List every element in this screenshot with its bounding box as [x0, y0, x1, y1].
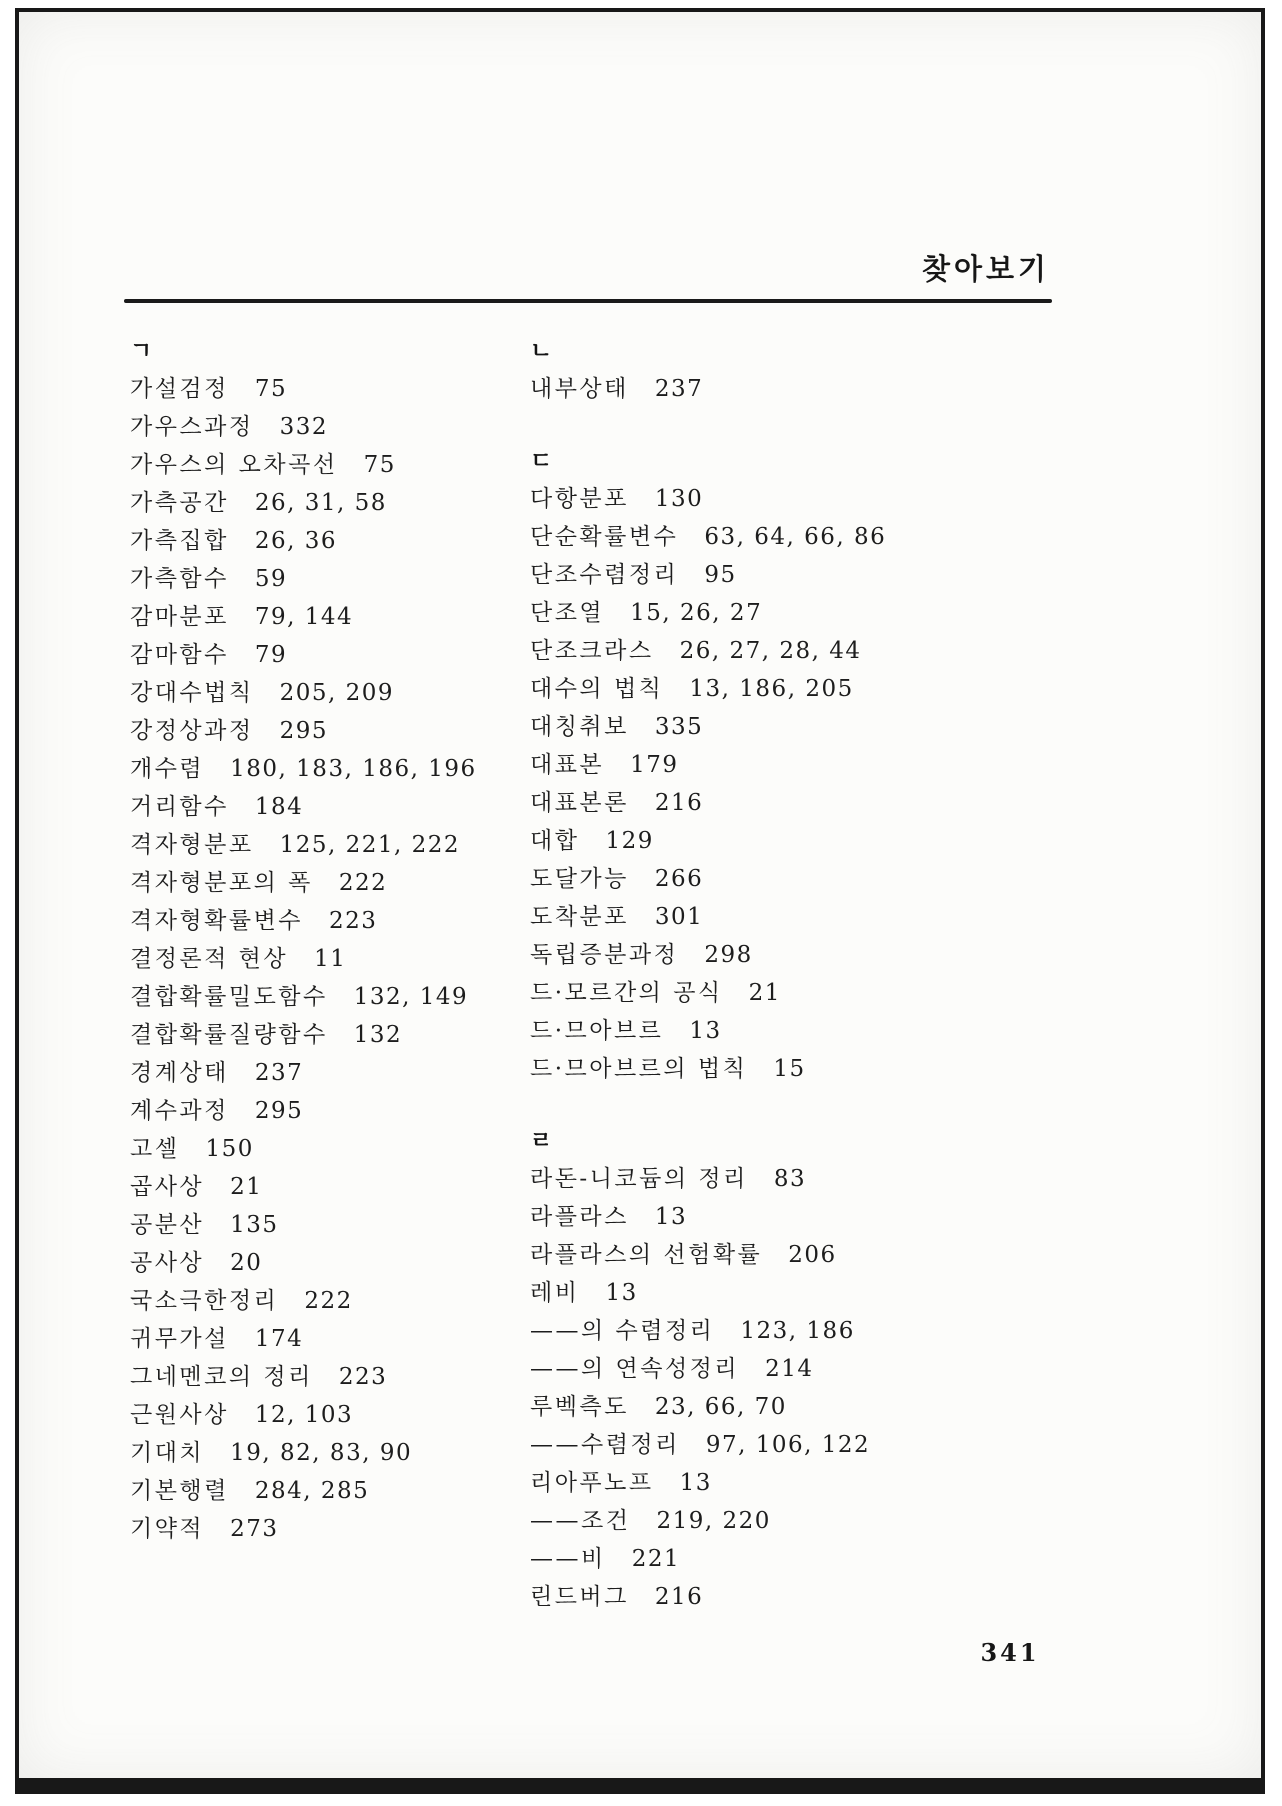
entry-page-numbers: 23, 66, 70 [654, 1394, 787, 1420]
entry-term: 강대수법칙 [130, 680, 254, 706]
entry-term: 가우스과정 [130, 414, 254, 440]
page-number: 341 [980, 1638, 1040, 1667]
index-entry [530, 594, 1042, 632]
index-entry [530, 1426, 1042, 1464]
index-entry [130, 1168, 526, 1206]
entry-page-numbers: 11 [314, 946, 347, 972]
entry-page-numbers: 214 [765, 1356, 814, 1382]
index-entry [130, 1320, 526, 1358]
entry-page-numbers: 129 [605, 828, 654, 854]
entry-term: 귀무가설 [130, 1326, 229, 1352]
index-entry [530, 936, 1042, 974]
entry-term: 다항분포 [530, 486, 629, 512]
index-entry [130, 1244, 526, 1282]
entry-term: 라플라스의 선험확률 [530, 1242, 763, 1268]
entry-page-numbers: 97, 106, 122 [705, 1432, 871, 1458]
entry-term: 도달가능 [530, 866, 629, 892]
index-entry [530, 370, 1042, 408]
entry-page-numbers: 132, 149 [353, 984, 469, 1010]
entry-term: 리아푸노프 [530, 1470, 654, 1496]
index-entry [130, 1016, 526, 1054]
entry-page-numbers: 266 [654, 866, 704, 892]
index-entry [530, 556, 1042, 594]
entry-term: 도착분포 [530, 904, 629, 930]
entry-page-numbers: 13 [605, 1280, 638, 1306]
page-title: 찾아보기 [921, 252, 1050, 286]
index-entry [130, 978, 526, 1016]
entry-term: 가우스의 오차곡선 [130, 452, 338, 478]
index-entry [130, 1434, 526, 1472]
index-entry [530, 480, 1042, 518]
entry-page-numbers: 179 [630, 752, 679, 778]
index-entry [530, 708, 1042, 746]
index-entry [130, 1396, 526, 1434]
entry-term: 단순확률변수 [530, 524, 679, 550]
entry-term: 대표본 [530, 752, 605, 778]
entry-term: 국소극한정리 [130, 1288, 279, 1314]
entry-term: 단조수렴정리 [530, 562, 679, 588]
index-entry [130, 750, 526, 788]
entry-term: ——조건 [530, 1508, 631, 1534]
index-entry [530, 822, 1042, 860]
entry-page-numbers: 150 [205, 1136, 254, 1162]
index-entry [130, 1282, 526, 1320]
index-column-left [130, 332, 526, 1548]
entry-page-numbers: 295 [279, 718, 328, 744]
index-entry [130, 408, 526, 446]
entry-term: 공분산 [130, 1212, 205, 1238]
entry-term: 강정상과정 [130, 718, 254, 744]
entry-term: 격자형확률변수 [130, 908, 304, 934]
entry-term: 대칭취보 [530, 714, 629, 740]
entry-term: 고셀 [130, 1136, 180, 1162]
index-entry [130, 522, 526, 560]
entry-term: 드·므아브르의 법칙 [530, 1056, 748, 1082]
entry-term: ——비 [530, 1546, 606, 1572]
index-entry [530, 1464, 1042, 1502]
entry-page-numbers: 125, 221, 222 [279, 832, 461, 858]
entry-page-numbers: 219, 220 [656, 1508, 771, 1534]
index-entry [130, 1206, 526, 1244]
entry-page-numbers: 135 [230, 1212, 279, 1238]
index-entry [530, 1502, 1042, 1540]
index-entry [130, 484, 526, 522]
index-entry [530, 746, 1042, 784]
entry-page-numbers: 75 [254, 376, 288, 402]
entry-term: ——의 연속성정리 [530, 1356, 740, 1382]
header-rule [124, 299, 1052, 303]
index-entry [530, 1350, 1042, 1388]
entry-term: 루벡측도 [530, 1394, 629, 1420]
entry-page-numbers: 335 [654, 714, 704, 740]
entry-page-numbers: 59 [254, 566, 288, 592]
index-entry [530, 1578, 1042, 1616]
entry-page-numbers: 63, 64, 66, 86 [704, 524, 887, 550]
entry-page-numbers: 132 [353, 1022, 403, 1048]
entry-page-numbers: 26, 27, 28, 44 [679, 638, 862, 664]
entry-page-numbers: 19, 82, 83, 90 [230, 1440, 413, 1466]
entry-term: 기대치 [130, 1440, 205, 1466]
entry-page-numbers: 216 [654, 1584, 704, 1610]
entry-page-numbers: 284, 285 [254, 1478, 370, 1504]
index-entry [130, 598, 526, 636]
index-entry [130, 560, 526, 598]
entry-term: 내부상태 [530, 376, 629, 402]
entry-page-numbers: 13 [654, 1204, 688, 1230]
entry-term: 독립증분과정 [530, 942, 679, 968]
index-entry [530, 1388, 1042, 1426]
entry-page-numbers: 13, 186, 205 [689, 676, 854, 702]
section-gap [530, 1088, 1042, 1122]
entry-page-numbers: 21 [748, 980, 781, 1006]
section-header: ㄷ [530, 448, 554, 474]
index-entry [130, 940, 526, 978]
entry-page-numbers: 13 [689, 1018, 722, 1044]
entry-page-numbers: 222 [338, 870, 388, 896]
section-header: ㄴ [530, 338, 554, 364]
entry-term: 드·므아브르 [530, 1018, 664, 1044]
index-entry [130, 712, 526, 750]
index-entry [530, 670, 1042, 708]
index-entry [130, 1358, 526, 1396]
entry-page-numbers: 79 [254, 642, 288, 668]
index-entry [130, 826, 526, 864]
index-entry [130, 1130, 526, 1168]
entry-term: 라플라스 [530, 1204, 629, 1230]
index-entry [130, 902, 526, 940]
entry-term: 근원사상 [130, 1402, 229, 1428]
index-column-right [530, 332, 1042, 1616]
index-entry [130, 636, 526, 674]
entry-term: 공사상 [130, 1250, 205, 1276]
index-entry [530, 1540, 1042, 1578]
entry-term: 기본행렬 [130, 1478, 229, 1504]
entry-page-numbers: 301 [654, 904, 704, 930]
entry-page-numbers: 221 [631, 1546, 681, 1572]
entry-page-numbers: 20 [230, 1250, 263, 1276]
entry-page-numbers: 237 [654, 376, 704, 402]
entry-page-numbers: 13 [679, 1470, 712, 1496]
entry-page-numbers: 206 [788, 1242, 837, 1268]
index-entry [130, 1054, 526, 1092]
section-header: ㄹ [530, 1128, 554, 1154]
entry-term: ——의 수렴정리 [530, 1318, 715, 1344]
entry-term: 경계상태 [130, 1060, 229, 1086]
entry-page-numbers: 273 [230, 1516, 279, 1542]
entry-page-numbers: 216 [654, 790, 704, 816]
entry-term: 결합확률밀도함수 [130, 984, 328, 1010]
index-entry [530, 1274, 1042, 1312]
index-entry [530, 1012, 1042, 1050]
entry-term: 가측집합 [130, 528, 229, 554]
entry-page-numbers: 15 [773, 1056, 806, 1082]
entry-page-numbers: 180, 183, 186, 196 [230, 756, 477, 782]
entry-term: 가측함수 [130, 566, 229, 592]
entry-page-numbers: 223 [338, 1364, 388, 1390]
index-entry [530, 860, 1042, 898]
entry-term: 가측공간 [130, 490, 229, 516]
entry-term: 감마분포 [130, 604, 229, 630]
entry-page-numbers: 223 [329, 908, 378, 934]
entry-term: 라돈-니코듐의 정리 [530, 1166, 748, 1192]
entry-term: 대표본론 [530, 790, 629, 816]
index-entry [130, 1472, 526, 1510]
entry-term: 가설검정 [130, 376, 229, 402]
index-entry [530, 1312, 1042, 1350]
entry-term: 곱사상 [130, 1174, 205, 1200]
entry-term: 린드버그 [530, 1584, 629, 1610]
entry-term: ——수렴정리 [530, 1432, 680, 1458]
index-entry [130, 674, 526, 712]
entry-page-numbers: 21 [230, 1174, 263, 1200]
entry-page-numbers: 95 [704, 562, 737, 588]
entry-term: 계수과정 [130, 1098, 229, 1124]
entry-term: 개수렴 [130, 756, 205, 782]
entry-term: 대합 [530, 828, 580, 854]
entry-page-numbers: 237 [254, 1060, 304, 1086]
index-entry [530, 1160, 1042, 1198]
index-entry [530, 974, 1042, 1012]
entry-term: 격자형분포의 폭 [130, 870, 313, 896]
entry-page-numbers: 26, 31, 58 [254, 490, 387, 516]
entry-page-numbers: 174 [254, 1326, 304, 1352]
entry-page-numbers: 130 [654, 486, 704, 512]
entry-term: 단조열 [530, 600, 605, 626]
entry-term: 단조크라스 [530, 638, 654, 664]
index-entry [130, 446, 526, 484]
entry-term: 결합확률질량함수 [130, 1022, 328, 1048]
entry-page-numbers: 83 [773, 1166, 807, 1192]
index-entry [530, 1198, 1042, 1236]
entry-page-numbers: 295 [254, 1098, 304, 1124]
entry-term: 감마함수 [130, 642, 229, 668]
index-entry [130, 864, 526, 902]
entry-term: 거리함수 [130, 794, 229, 820]
entry-page-numbers: 205, 209 [279, 680, 395, 706]
index-entry [530, 1236, 1042, 1274]
index-entry [130, 1510, 526, 1548]
index-entry [130, 370, 526, 408]
entry-page-numbers: 332 [279, 414, 328, 440]
index-entry [130, 1092, 526, 1130]
entry-page-numbers: 15, 26, 27 [630, 600, 763, 626]
section-header: ㄱ [130, 338, 154, 364]
entry-term: 기약적 [130, 1516, 205, 1542]
index-entry [130, 788, 526, 826]
entry-page-numbers: 26, 36 [254, 528, 338, 554]
entry-page-numbers: 79, 144 [254, 604, 354, 630]
entry-term: 드·모르간의 공식 [530, 980, 723, 1006]
entry-term: 결정론적 현상 [130, 946, 289, 972]
entry-term: 그네멘코의 정리 [130, 1364, 313, 1390]
entry-term: 대수의 법칙 [530, 676, 664, 702]
entry-page-numbers: 12, 103 [254, 1402, 354, 1428]
entry-page-numbers: 298 [704, 942, 753, 968]
index-entry [530, 898, 1042, 936]
index-entry [530, 632, 1042, 670]
entry-term: 격자형분포 [130, 832, 254, 858]
entry-page-numbers: 123, 186 [740, 1318, 855, 1344]
index-entry [530, 784, 1042, 822]
index-entry [530, 1050, 1042, 1088]
section-gap [530, 408, 1042, 442]
index-entry [530, 518, 1042, 556]
entry-page-numbers: 222 [304, 1288, 353, 1314]
entry-page-numbers: 184 [254, 794, 304, 820]
entry-term: 레비 [530, 1280, 580, 1306]
entry-page-numbers: 75 [363, 452, 396, 478]
